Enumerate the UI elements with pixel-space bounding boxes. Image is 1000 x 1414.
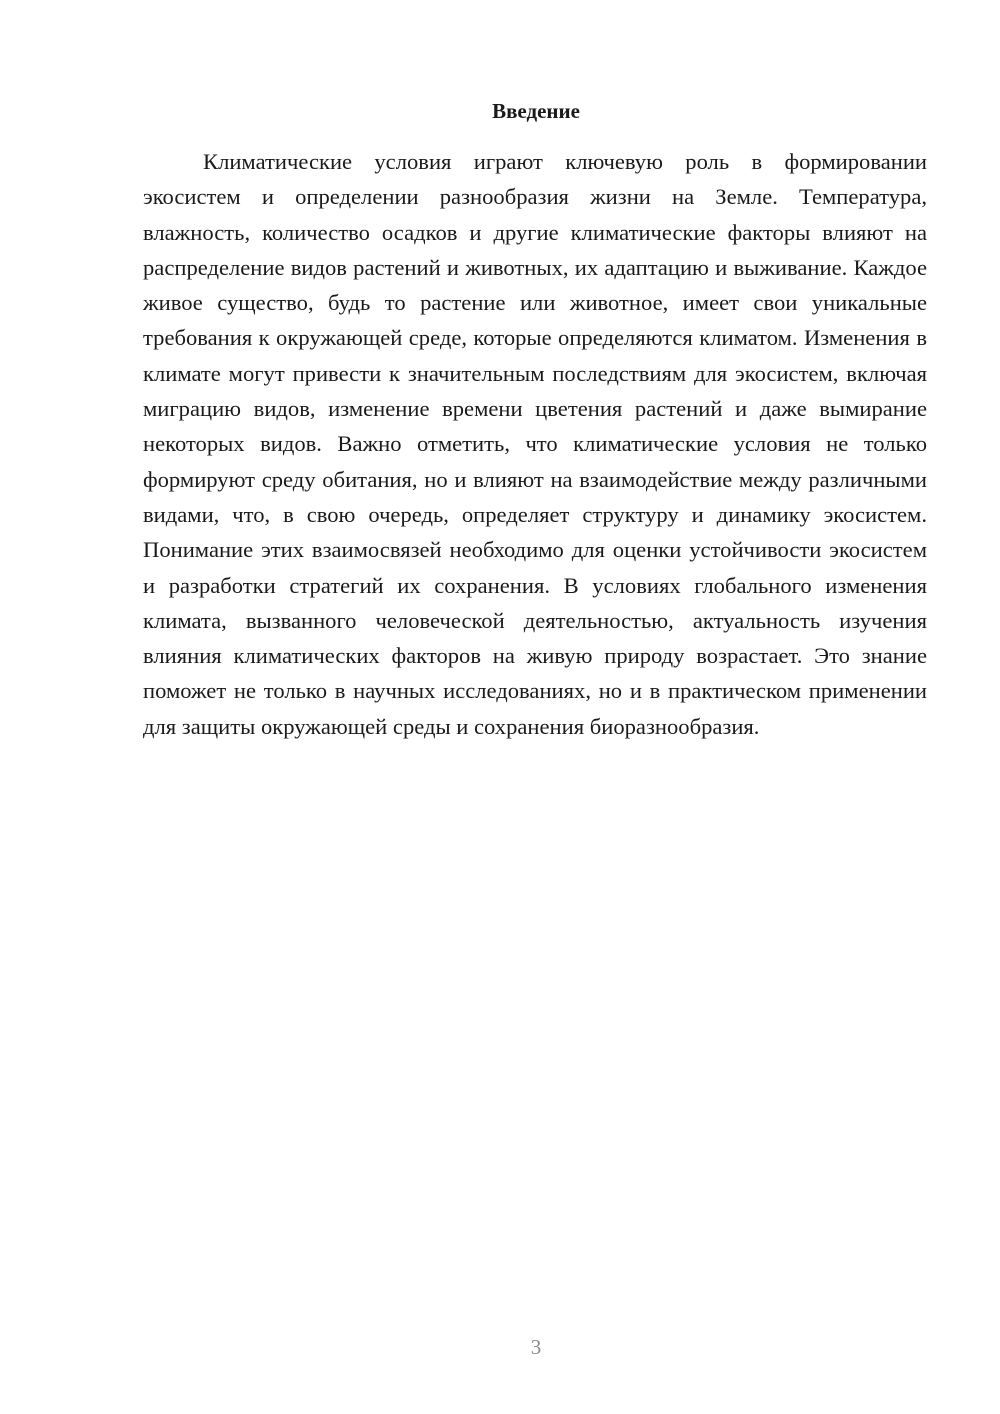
section-heading: Введение [492,99,580,123]
page-number: 3 [530,1335,542,1359]
body-paragraph: Климатические условия играют ключевую роль в формировании экосистем и определении разнообразия жизни на Земле. Температура, влажность, количество осадков и другие климатические факторы влияют на распределение видов растений и животных, их адаптацию и выживание. Каждое живое существо, будь то растение или животное, имеет свои уникальные требования к окружающей среде, которые определяются климатом. Изменения в климате могут привести к значительным последствиям для экосистем, включая миграцию видов, изменение времени цветения растений и даже вымирание некоторых видов. Важно отметить, что климатические условия не только формируют среду обитания, но и влияют на взаимодействие между различными видами, что, в свою очередь, определяет структуру и динамику экосистем. Понимание этих взаимосвязей необходимо для оценки устойчивости экосистем и разработки стратегий их сохранения. В условиях глобального изменения климата, вызванного человеческой деятельностью, актуальность изучения влияния климатических факторов на живую природу возрастает. Это знание поможет не только в научных исследованиях, но и в практическом применении для защиты окружающей среды и сохранения биоразнообразия. [143,149,927,739]
